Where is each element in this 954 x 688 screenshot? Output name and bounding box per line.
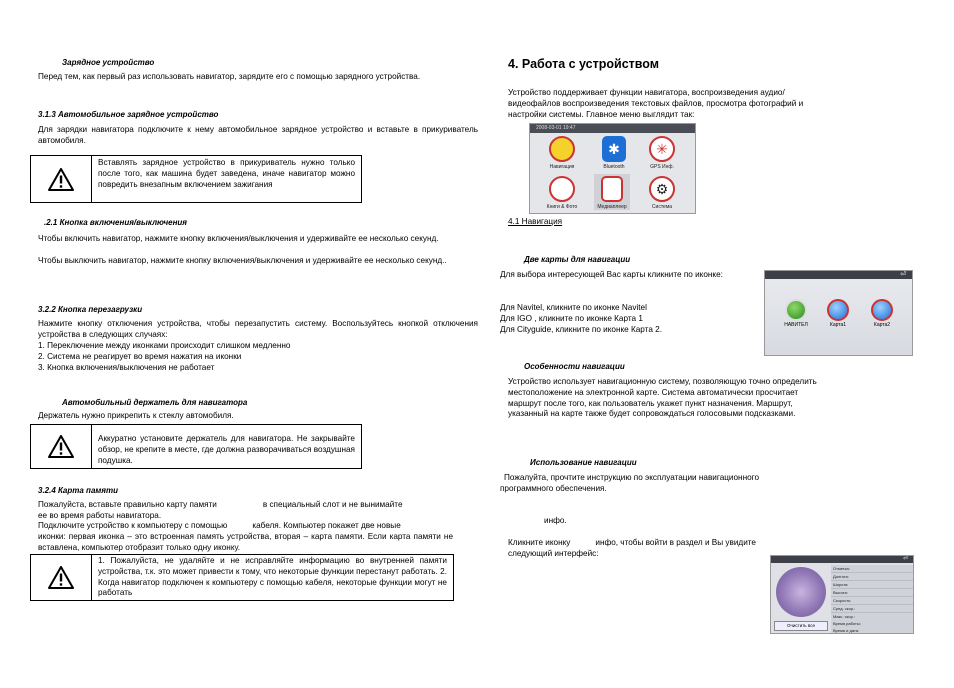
map2-globe-icon bbox=[871, 299, 893, 321]
gps-row: Время работы: bbox=[831, 620, 913, 628]
gear-icon: ⚙ bbox=[649, 176, 675, 202]
menu-item-navigation[interactable]: Навигация bbox=[544, 136, 580, 170]
list-item: 1. Переключение между иконками происходит слишком медленно bbox=[38, 341, 291, 350]
holder-heading: Автомобильный держатель для навигатора bbox=[62, 398, 248, 407]
menu-item-books-photo[interactable]: Книги & Фото bbox=[544, 176, 580, 210]
navitel-globe-icon bbox=[785, 299, 807, 321]
back-arrow-icon[interactable]: ⏎ bbox=[900, 271, 906, 278]
info-label: инфо. bbox=[544, 516, 567, 525]
map-select-top-bar bbox=[765, 271, 912, 279]
reboot-list bbox=[38, 341, 478, 373]
warning-box-holder bbox=[30, 424, 362, 469]
features-text: Устройство использует навигационную систему, позволяющую точно определить местоположение на электронной карте. Система автоматически просчитает маршрут после того, как пользователь укажет пункт назначения. Маршрут, указанный на карте также будет сопровождаться голосовыми подсказками. bbox=[508, 377, 817, 419]
gps-row: Широта: bbox=[831, 581, 913, 589]
gps-row: Отметка: bbox=[831, 565, 913, 573]
map1-globe-icon bbox=[827, 299, 849, 321]
info-text: Кликните иконку инфо, чтобы войти в раздел и Вы увидите следующий интерфейс: bbox=[508, 538, 756, 558]
clear-all-button[interactable]: Очистить все bbox=[774, 621, 828, 631]
warning-text-charger: Вставлять зарядное устройство в прикуриватель нужно только после того, как машина будет заведена, иначе навигатор можно повредить внезапным включением зажигания bbox=[98, 158, 355, 189]
power-off-text: Чтобы выключить навигатор, нажмите кнопку включения/выключения и удерживайте ее несколько секунд.. bbox=[38, 256, 447, 265]
menu-status-bar: 2008-03-01 19:47 bbox=[530, 124, 695, 133]
car-charger-text: Для зарядки навигатора подключите к нему автомобильное зарядное устройство и вставьте в прикуриватель автомобиля. bbox=[38, 125, 478, 145]
two-maps-heading: Две карты для навигации bbox=[524, 255, 631, 264]
intro-text: Устройство поддерживает функции навигатора, воспроизведения аудио/видеофайлов воспроизведения текстовых файлов, просмотра фотографий и настройки системы. Главное меню выглядит так: bbox=[508, 88, 804, 119]
globe-icon bbox=[549, 136, 575, 162]
compass-icon: ✳ bbox=[649, 136, 675, 162]
charger-text: Перед тем, как первый раз использовать навигатор, зарядите его с помощью зарядного устройства. bbox=[38, 72, 421, 81]
reboot-text: Нажмите кнопку отключения устройства, чтобы перезапустить систему. Воспользуйтесь кнопкой отключения устройства в следующих случаях: bbox=[38, 319, 478, 339]
satellite-radar-icon bbox=[776, 567, 826, 617]
gps-row: Скорость: bbox=[831, 597, 913, 605]
warning-icon bbox=[31, 555, 92, 600]
map-options-list bbox=[500, 303, 662, 335]
warning-icon bbox=[31, 156, 92, 202]
charger-heading: Зарядное устройство bbox=[62, 58, 155, 67]
list-item: 3. Кнопка включения/выключения не работает bbox=[38, 362, 215, 372]
warning-icon bbox=[31, 425, 92, 468]
map-select-screenshot bbox=[764, 270, 913, 356]
navigation-link[interactable]: 4.1 Навигация bbox=[508, 217, 563, 226]
list-item: Для IGO , кликните по иконке Карта 1 bbox=[500, 313, 643, 323]
gps-row: Высота: bbox=[831, 589, 913, 597]
gps-row: Сред. скор.: bbox=[831, 605, 913, 613]
reboot-heading: 3.2.2 Кнопка перезагрузки bbox=[38, 305, 143, 314]
memory-card-text-1: Пожалуйста, вставьте правильно карту памяти в специальный слот и не вынимайте ее во время работы навигатора. bbox=[38, 500, 403, 520]
warning-box-charger bbox=[30, 155, 362, 203]
warning-text-holder: Аккуратно установите держатель для навигатора. Не закрывайте обзор, не крепите в месте, где должна разворачиваться воздушная подушка. bbox=[98, 434, 355, 465]
memory-card-text-2: Подключите устройство к компьютеру с помощью кабеля. Компьютер покажет две новые иконки: первая иконка – это встроенная память устройства, вторая – карта памяти. Если карта памяти не вставлена, компьютер отобразит только одну иконку. bbox=[38, 521, 453, 552]
memory-card-heading: 3.2.4 Карта памяти bbox=[38, 486, 119, 495]
power-button-heading: .2.1 Кнопка включения/выключения bbox=[44, 218, 188, 227]
back-arrow-icon[interactable]: ⏎ bbox=[902, 556, 908, 562]
list-item: Для Cityguide, кликните по иконке Карта 2. bbox=[500, 324, 662, 334]
page-title: 4. Работа с устройством bbox=[508, 57, 660, 71]
usage-heading: Использование навигации bbox=[530, 458, 637, 467]
gps-info-screenshot bbox=[770, 555, 914, 634]
list-item: Для Navitel, кликните по иконке Navitel bbox=[500, 303, 647, 312]
main-menu-screenshot bbox=[529, 123, 696, 214]
menu-item-media-player[interactable]: Медиаплеер bbox=[594, 174, 630, 210]
power-on-text: Чтобы включить навигатор, нажмите кнопку включения/выключения и удерживайте ее несколько секунд. bbox=[38, 234, 439, 243]
car-charger-heading: 3.1.3 Автомобильное зарядное устройство bbox=[38, 110, 219, 119]
bluetooth-icon: ✱ bbox=[602, 136, 626, 162]
features-heading: Особенности навигации bbox=[524, 362, 625, 371]
menu-item-system[interactable]: ⚙ Система bbox=[644, 176, 680, 210]
list-item: 2. Система не реагирует во время нажатия на иконки bbox=[38, 351, 242, 361]
map-button-map1[interactable]: Карта1 bbox=[817, 299, 859, 328]
usage-text: Пожалуйта, прочтите инструкцию по эксплуатации навигационного программного обеспечения. bbox=[500, 473, 760, 493]
gps-row: Макс. скор.: bbox=[831, 613, 913, 621]
holder-text: Держатель нужно прикрепить к стеклу автомобиля. bbox=[38, 411, 234, 420]
gps-row: Долгота: bbox=[831, 573, 913, 581]
menu-item-gps-info[interactable]: ✳ GPS Инф. bbox=[644, 136, 680, 170]
map-button-map2[interactable]: Карта2 bbox=[861, 299, 903, 328]
speaker-icon bbox=[601, 176, 623, 202]
book-icon bbox=[549, 176, 575, 202]
two-maps-text: Для выбора интересующей Вас карты кликните по иконке: bbox=[500, 270, 723, 279]
warning-box-memory bbox=[30, 554, 454, 601]
gps-top-bar bbox=[771, 556, 913, 563]
gps-row: Время и дата: bbox=[831, 627, 913, 634]
map-button-navitel[interactable]: НАВИТЕЛ bbox=[775, 299, 817, 328]
warning-text-memory: 1. Пожалуйста, не удаляйте и не исправляйте информацию во внутренней памяти устройства, т.к. это может привести к тому, что некоторые функции перестанут работать. 2. Когда навигатор подключен к компьютеру с помощью кабеля, некоторые функции могут не работать bbox=[98, 556, 447, 598]
menu-item-bluetooth[interactable]: ✱ Bluetooth bbox=[596, 136, 632, 170]
